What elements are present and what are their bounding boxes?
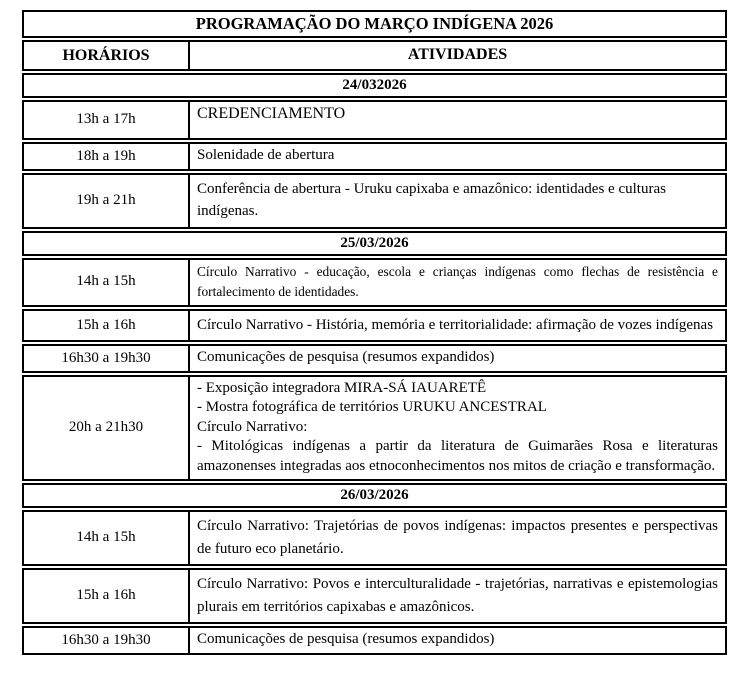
table-row xyxy=(22,100,727,140)
activity-cell: Comunicações de pesquisa (resumos expandidos) xyxy=(197,631,495,647)
activity-cell: Conferência de abertura - Uruku capixaba e amazônico: identidades e culturas indígenas. xyxy=(197,180,666,219)
section-date-row xyxy=(22,231,727,256)
table-row xyxy=(22,510,727,566)
page-title: PROGRAMAÇÃO DO MARÇO INDÍGENA 2026 xyxy=(195,14,554,33)
table-row xyxy=(22,309,727,343)
time-cell: 15h a 16h xyxy=(24,311,190,341)
table-row xyxy=(22,173,727,229)
activity-cell: Círculo Narrativo: Povos e interculturalidade - trajetórias, narrativas e epistemologias plurais em territórios capixabas e amazônicos. xyxy=(197,576,718,615)
activity-cell: Círculo Narrativo - História, memória e territorialidade: afirmação de vozes indígenas xyxy=(197,316,714,333)
schedule-table xyxy=(22,10,727,657)
activity-line: - Exposição integradora MIRA-SÁ IAUARETÊ xyxy=(197,379,487,396)
activity-cell: Círculo Narrativo - educação, escola e crianças indígenas como flechas de resistência e fortalecimento de identidades. xyxy=(197,263,718,299)
column-header-atividades: ATIVIDADES xyxy=(407,46,508,63)
activity-cell: Comunicações de pesquisa (resumos expandidos) xyxy=(197,349,495,365)
column-header-horarios: HORÁRIOS xyxy=(24,42,190,69)
activity-line: - Mostra fotográfica de territórios URUKU ANCESTRAL xyxy=(197,399,547,415)
section-date: 25/03/2026 xyxy=(340,234,409,251)
section-date: 24/032026 xyxy=(342,77,407,93)
table-header-row xyxy=(22,40,727,71)
table-row xyxy=(22,626,727,655)
table-row xyxy=(22,375,727,482)
activity-cell: Círculo Narrativo: Trajetórias de povos indígenas: impactos presentes e perspectivas de futuro eco planetário. xyxy=(197,518,718,557)
time-cell: 16h30 a 19h30 xyxy=(24,346,190,371)
time-cell: 13h a 17h xyxy=(24,102,190,138)
table-row xyxy=(22,142,727,171)
table-row xyxy=(22,344,727,373)
time-cell: 19h a 21h xyxy=(24,175,190,227)
section-date-row xyxy=(22,73,727,98)
time-cell: 16h30 a 19h30 xyxy=(24,628,190,653)
table-row xyxy=(22,258,727,307)
time-cell: 20h a 21h30 xyxy=(24,377,190,480)
table-title-row xyxy=(22,10,727,38)
time-cell: 14h a 15h xyxy=(24,260,190,305)
activity-cell: CREDENCIAMENTO xyxy=(197,105,346,122)
activity-line: - Mitológicas indígenas a partir da literatura de Guimarães Rosa e literaturas amazonenses integradas aos etnoconhecimentos nos mitos de criação e transformação. xyxy=(197,438,718,474)
activity-cell xyxy=(190,377,725,480)
time-cell: 14h a 15h xyxy=(24,512,190,564)
activity-line: Círculo Narrativo: xyxy=(197,418,308,435)
activity-cell: Solenidade de abertura xyxy=(197,147,335,163)
table-row xyxy=(22,568,727,624)
section-date-row xyxy=(22,483,727,508)
section-date: 26/03/2026 xyxy=(340,487,409,503)
time-cell: 15h a 16h xyxy=(24,570,190,622)
time-cell: 18h a 19h xyxy=(24,144,190,169)
